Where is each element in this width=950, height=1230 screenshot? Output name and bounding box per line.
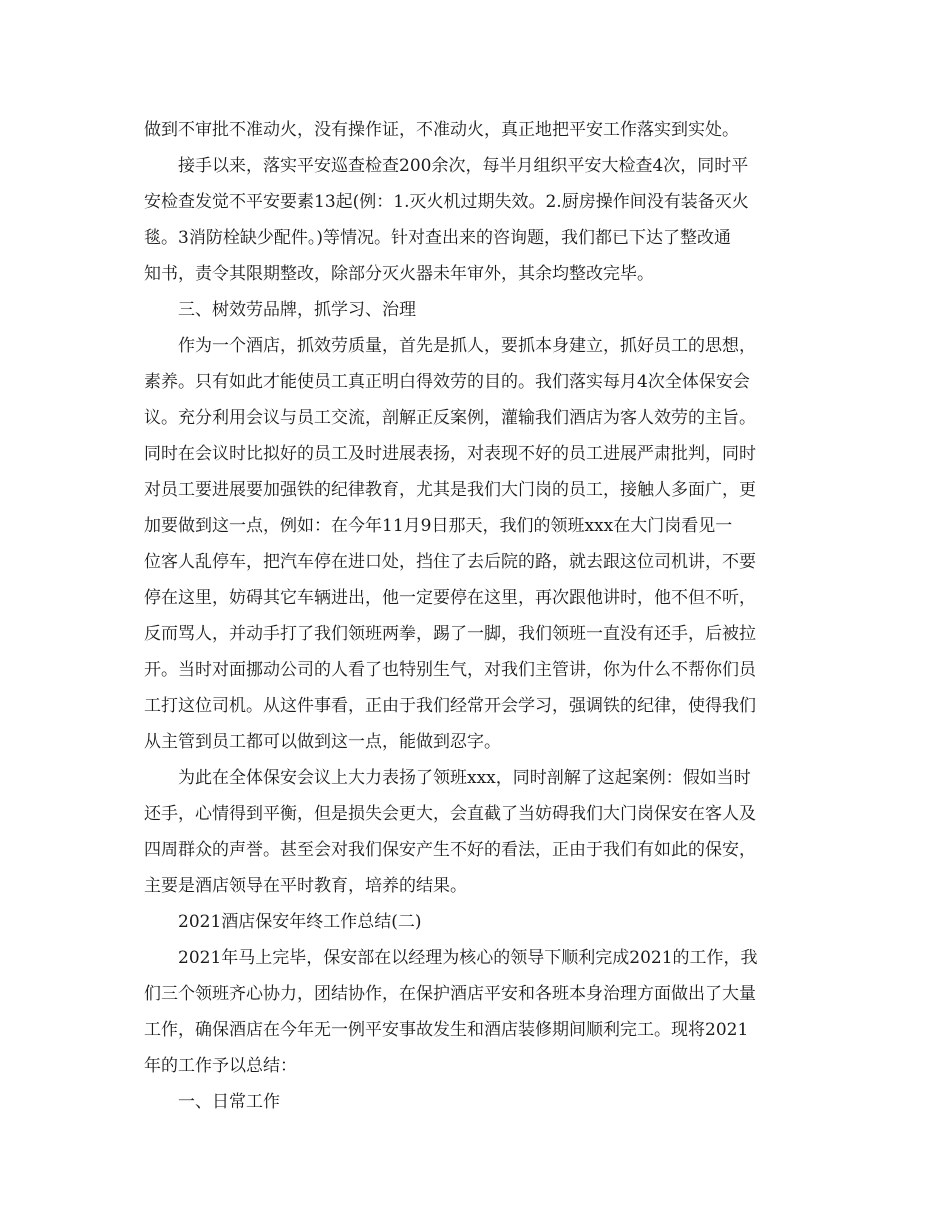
text-line: 素养。只有如此才能使员工真正明白得效劳的目的。我们落实每月4次全体保安会 [144, 372, 750, 392]
document-body [144, 112, 814, 1120]
text-line: 从主管到员工都可以做到这一点，能做到忍字。 [144, 732, 501, 752]
text-line: 位客人乱停车，把汽车停在进口处，挡住了去后院的路，就去跟这位司机讲，不要 [144, 552, 756, 572]
text-line: 停在这里，妨碍其它车辆进出，他一定要停在这里，再次跟他讲时，他不但不听， [144, 588, 756, 608]
text-line: 议。充分利用会议与员工交流，剖解正反案例，灌输我们酒店为客人效劳的主旨。 [144, 408, 756, 428]
text-line: 安检查发觉不平安要素13起(例：1.灭火机过期失效。2.厨房操作间没有装备灭火 [144, 192, 749, 212]
text-line: 作为一个酒店，抓效劳质量，首先是抓人，要抓本身建立，抓好员工的思想， [178, 336, 756, 356]
text-line: 工打这位司机。从这件事看，正由于我们经常开会学习，强调铁的纪律，使得我们 [144, 696, 756, 716]
text-line: 知书，责令其限期整改，除部分灭火器未年审外，其余均整改完毕。 [144, 264, 654, 284]
text-line: 反而骂人，并动手打了我们领班两拳，踢了一脚，我们领班一直没有还手，后被拉 [144, 624, 756, 644]
section-heading: 2021酒店保安年终工作总结(二) [178, 912, 422, 932]
section-heading: 一、日常工作 [178, 1092, 280, 1112]
text-line: 毯。3消防栓缺少配件。)等情况。针对查出来的咨询题，我们都已下达了整改通 [144, 228, 731, 248]
text-line: 2021年马上完毕，保安部在以经理为核心的领导下顺利完成2021的工作，我 [178, 948, 758, 968]
text-line: 对员工要进展要加强铁的纪律教育，尤其是我们大门岗的员工，接触人多面广，更 [144, 480, 756, 500]
text-line: 同时在会议时比拟好的员工及时进展表扬，对表现不好的员工进展严肃批判，同时 [144, 444, 756, 464]
text-line: 工作，确保酒店在今年无一例平安事故发生和酒店装修期间顺利完工。现将2021 [144, 1020, 749, 1040]
section-heading: 三、树效劳品牌，抓学习、治理 [178, 300, 416, 320]
text-line: 做到不审批不准动火，没有操作证，不准动火，真正地把平安工作落实到实处。 [144, 120, 739, 140]
text-line: 开。当时对面挪动公司的人看了也特别生气，对我们主管讲，你为什么不帮你们员 [144, 660, 756, 680]
text-line: 四周群众的声誉。甚至会对我们保安产生不好的看法，正由于我们有如此的保安， [144, 840, 756, 860]
text-line: 加要做到这一点，例如：在今年11月9日那天，我们的领班xxx在大门岗看见一 [144, 516, 733, 536]
text-line: 接手以来，落实平安巡查检查200余次，每半月组织平安大检查4次，同时平 [178, 156, 749, 176]
text-line: 们三个领班齐心协力，团结协作，在保护酒店平安和各班本身治理方面做出了大量 [144, 984, 756, 1004]
text-line: 还手，心情得到平衡，但是损失会更大，会直截了当妨碍我们大门岗保安在客人及 [144, 804, 756, 824]
text-line: 主要是酒店领导在平时教育，培养的结果。 [144, 876, 467, 896]
text-line: 年的工作予以总结： [144, 1056, 297, 1076]
text-line: 为此在全体保安会议上大力表扬了领班xxx，同时剖解了这起案例：假如当时 [178, 768, 751, 788]
